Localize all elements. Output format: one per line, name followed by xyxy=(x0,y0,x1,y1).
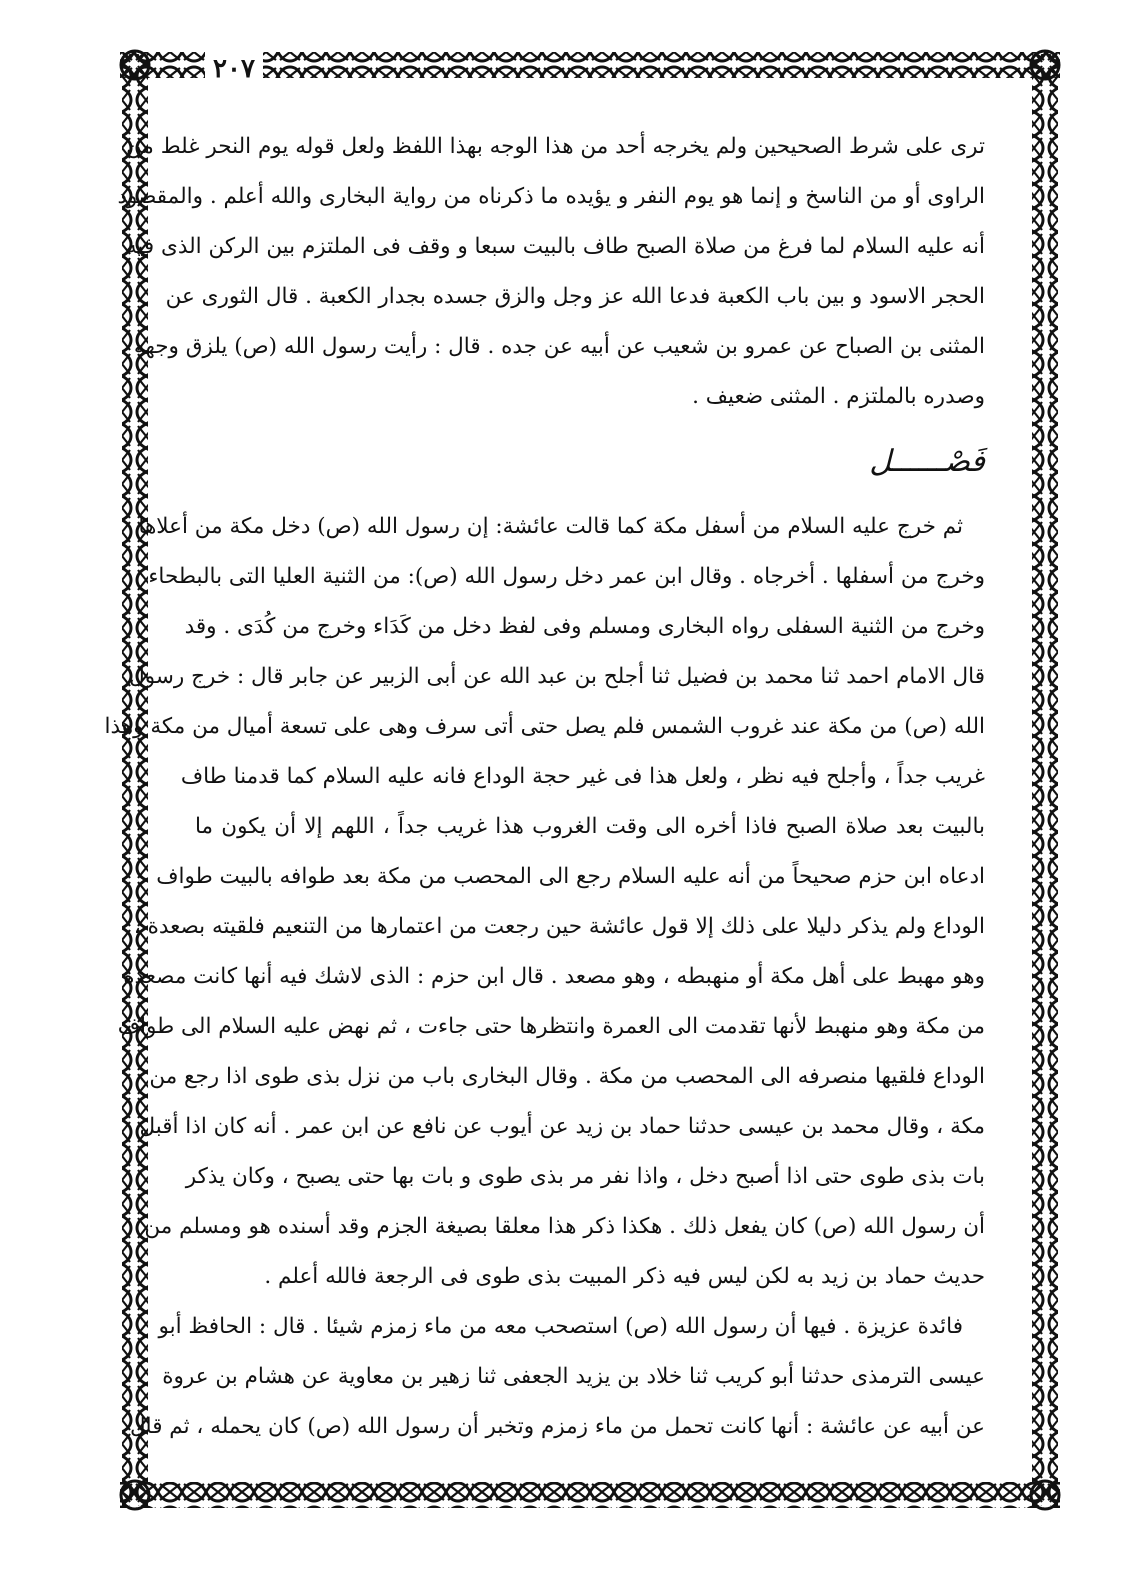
text-line: بات بذى طوى حتى اذا أصبح دخل ، واذا نفر مر بذى طوى و بات بها حتى يصبح ، وكان يذكر xyxy=(185,1164,985,1189)
paragraph-2 xyxy=(104,502,985,1302)
text-line: فائدة عزيزة . فيها أن رسول الله (ص) استصحب معه من ماء زمزم شيئا . قال : الحافظ أبو xyxy=(158,1314,963,1339)
text-line: قال الامام احمد ثنا محمد بن فضيل ثنا أجلح بن عبد الله عن أبى الزبير عن جابر قال : خرج رسول xyxy=(129,664,985,689)
page-number: ٢٠٧ xyxy=(205,50,263,88)
text-line: حديث حماد بن زيد به لكن ليس فيه ذكر المبيت بذى طوى فى الرجعة فالله أعلم . xyxy=(264,1264,985,1289)
text-line: عن أبيه عن عائشة : أنها كانت تحمل من ماء زمزم وتخبر أن رسول الله (ص) كان يحمله ، ثم قال xyxy=(130,1414,985,1439)
text-line: وخرج من الثنية السفلى رواه البخارى ومسلم وفى لفظ دخل من كَدَاء وخرج من كُدَى . وقد xyxy=(184,614,985,639)
text-line: الله (ص) من مكة عند غروب الشمس فلم يصل حتى أتى سرف وهى على تسعة أميال من مكة وهذا xyxy=(104,714,985,739)
text-line: وهو مهبط على أهل مكة أو منهبطه ، وهو مصعد . قال ابن حزم : الذى لاشك فيه أنها كانت مصعدة xyxy=(123,964,985,989)
text-line: مكة ، وقال محمد بن عيسى حدثنا حماد بن زيد عن أيوب عن نافع عن ابن عمر . أنه كان اذا أقبل xyxy=(139,1114,985,1139)
page-frame xyxy=(104,40,1070,1520)
text-line: الوداع فلقيها منصرفه الى المحصب من مكة . وقال البخارى باب من نزل بذى طوى اذا رجع من xyxy=(149,1064,985,1089)
text-line: من مكة وهو منهبط لأنها تقدمت الى العمرة وانتظرها حتى جاءت ، ثم نهض عليه السلام الى طواف xyxy=(117,1014,985,1039)
text-line: بالبيت بعد صلاة الصبح فاذا أخره الى وقت الغروب هذا غريب جداً ، اللهم إلا أن يكون ما xyxy=(195,814,985,839)
text-line: الحجر الاسود و بين باب الكعبة فدعا الله عز وجل والزق جسده بجدار الكعبة . قال الثورى عن xyxy=(165,284,985,309)
text-line: الراوى أو من الناسخ و إنما هو يوم النفر و يؤيده ما ذكرناه من رواية البخارى والله أعلم . والمقصود xyxy=(117,184,985,209)
text-line: عيسى الترمذى حدثنا أبو كريب ثنا خلاد بن يزيد الجعفى ثنا زهير بن معاوية عن هشام بن عروة xyxy=(162,1364,985,1389)
text-line: وخرج من أسفلها . أخرجاه . وقال ابن عمر دخل رسول الله (ص): من الثنية العليا التى بالبطحاء xyxy=(148,564,985,589)
text-line: أنه عليه السلام لما فرغ من صلاة الصبح طاف بالبيت سبعا و وقف فى الملتزم بين الركن الذى فيه xyxy=(125,234,985,259)
text-body xyxy=(104,122,985,1452)
text-line: المثنى بن الصباح عن عمرو بن شعيب عن أبيه عن جده . قال : رأيت رسول الله (ص) يلزق وجهه xyxy=(133,334,985,359)
text-line: وصدره بالملتزم . المثنى ضعيف . xyxy=(692,384,985,409)
text-line: ثم خرج عليه السلام من أسفل مكة كما قالت عائشة: إن رسول الله (ص) دخل مكة من أعلاها xyxy=(138,514,963,539)
text-line: غريب جداً ، وأجلح فيه نظر ، ولعل هذا فى غير حجة الوداع فانه عليه السلام كما قدمنا طاف xyxy=(180,764,985,789)
text-line: الوداع ولم يذكر دليلا على ذلك إلا قول عائشة حين رجعت من اعتمارها من التنعيم فلقيته بصعدة ، xyxy=(133,914,985,939)
text-line: أن رسول الله (ص) كان يفعل ذلك . هكذا ذكر هذا معلقا بصيغة الجزم وقد أسنده هو ومسلم من xyxy=(144,1214,985,1239)
paragraph-3 xyxy=(130,1302,985,1452)
text-line: ترى على شرط الصحيحين ولم يخرجه أحد من هذا الوجه بهذا اللفظ ولعل قوله يوم النحر غلط من xyxy=(126,134,985,159)
section-heading-wrap xyxy=(195,422,985,502)
paragraph-1 xyxy=(117,122,985,422)
section-heading: فَصْــــــل xyxy=(869,444,985,479)
text-line: ادعاه ابن حزم صحيحاً من أنه عليه السلام رجع الى المحصب من مكة بعد طوافه بالبيت طواف xyxy=(156,864,985,889)
